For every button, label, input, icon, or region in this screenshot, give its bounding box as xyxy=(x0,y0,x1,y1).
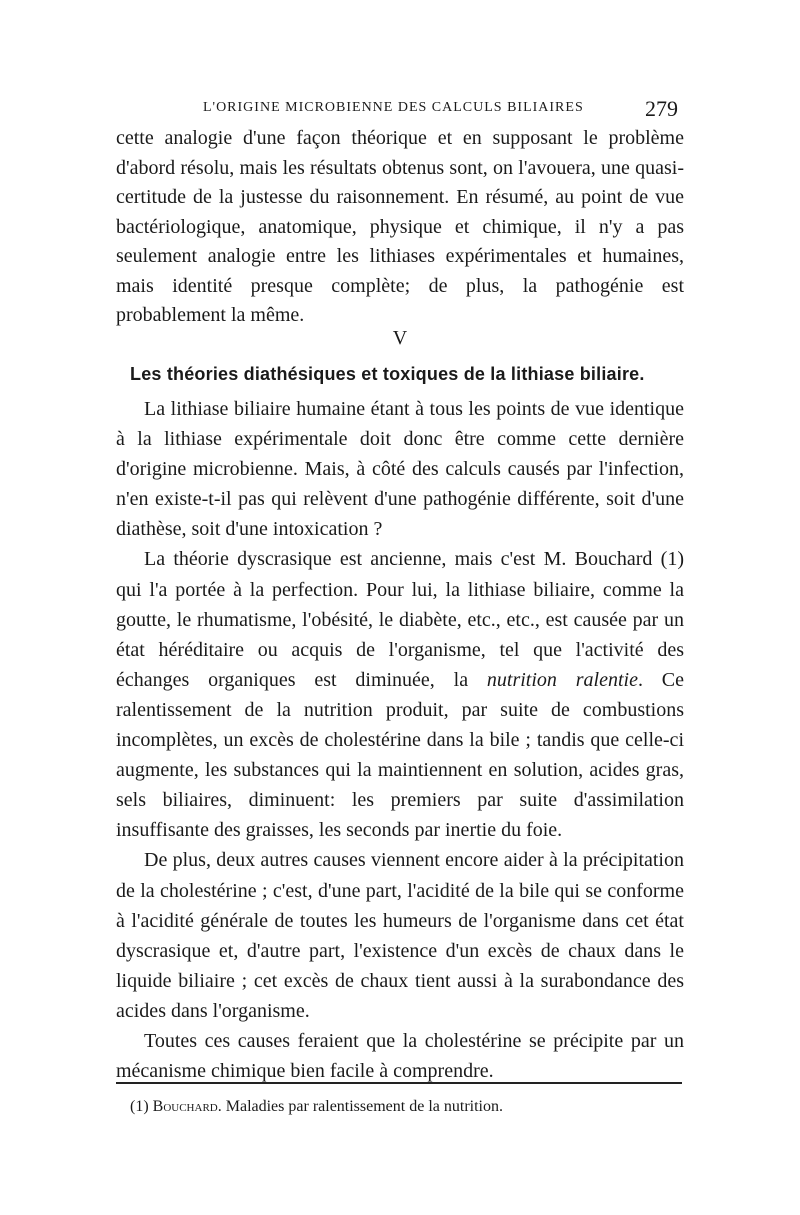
section-number: V xyxy=(392,327,408,349)
running-title: L'ORIGINE MICROBIENNE DES CALCULS BILIAIRES xyxy=(203,100,584,115)
footnote-author: Bouchard xyxy=(152,1098,218,1115)
emphasis-text: nutrition ralentie xyxy=(486,668,638,691)
footnote-divider xyxy=(116,1082,682,1084)
paragraph: La lithiase biliaire humaine étant à tous les points de vue identique à la lithiase expérimentale doit donc être comme cette dernière d'origine microbienne. Mais, à côté des calculs causés par l'infection, n'en existe-t-il pas qui relèvent d'une pathogénie différente, soit d'une diathèse, soit d'une intoxication ? xyxy=(116,398,684,541)
running-header xyxy=(0,96,800,124)
footnote xyxy=(130,1098,503,1116)
body-text-top xyxy=(116,124,684,331)
footnote-marker: (1) xyxy=(130,1098,149,1115)
paragraph-text: La théorie dyscrasique est ancienne, mais c'est M. Bouchard (1) qui l'a portée à la perfection. Pour lui, la lithiase biliaire, comme la goutte, le rhumatisme, l'obésité, le diabète, etc., etc., est causée par un état héréditaire ou acquis de l'organisme, tel que l'activité des échanges organiques est diminuée, la xyxy=(116,548,684,691)
paragraph xyxy=(116,544,684,845)
paragraph-text: . Ce ralentissement de la nutrition produit, par suite de combustions incomplètes, un excès de cholestérine dans la bile ; tandis que celle-ci augmente, les substances qui la maintiennent en solution, acides gras, sels biliaires, diminuent: les premiers par suite d'assimilation insuffisante des graisses, les seconds par inertie du foie. xyxy=(116,668,684,842)
body-text-main xyxy=(116,394,684,1086)
paragraph: Toutes ces causes feraient que la cholestérine se précipite par un mécanisme chimique bien facile à comprendre. xyxy=(116,1029,684,1083)
page-number: 279 xyxy=(645,96,678,121)
section-heading: Les théories diathésiques et toxiques de la lithiase biliaire. xyxy=(130,364,645,384)
footnote-text: . Maladies par ralentissement de la nutrition. xyxy=(217,1098,503,1115)
paragraph-continuation: cette analogie d'une façon théorique et en supposant le problème d'abord résolu, mais les résultats obtenus sont, on l'avouera, une quasi-certitude de la justesse du raisonnement. En résumé, au point de vue bactériologique, anatomique, physique et chimique, il n'y a pas seulement analogie entre les lithiases expérimentales et humaines, mais identité presque complète; de plus, la pathogénie est probablement la même. xyxy=(116,127,684,326)
paragraph: De plus, deux autres causes viennent encore aider à la précipitation de la cholestérine ; c'est, d'une part, l'acidité de la bile qui se conforme à l'acidité générale de toutes les humeurs de l'organisme dans cet état dyscrasique et, d'autre part, l'existence d'un excès de chaux dans le liquide biliaire ; cet excès de chaux tient aussi à la surabondance des acides dans l'organisme. xyxy=(116,849,684,1022)
